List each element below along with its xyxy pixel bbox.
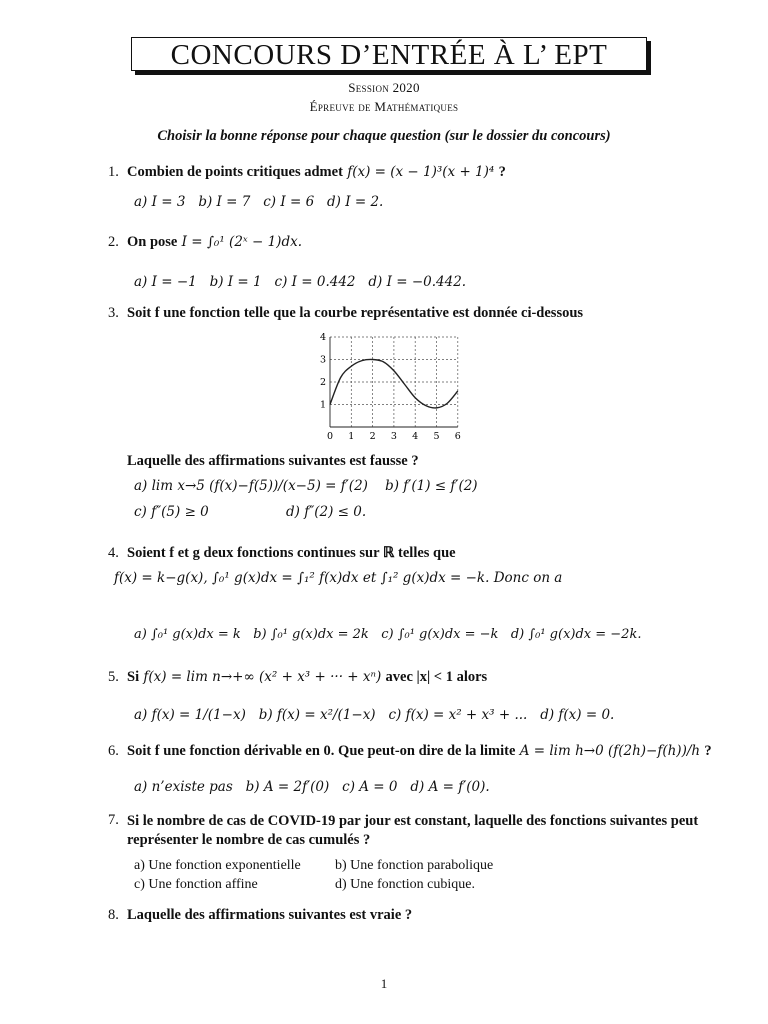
question-expr: f(x) = lim n→+∞ (x² + x³ + ··· + xⁿ)	[143, 669, 382, 685]
answer-c[interactable]: c) ∫₀¹ g(x)dx = −k	[381, 627, 499, 642]
question-number: 7.	[108, 812, 119, 828]
x-tick-label: 4	[412, 431, 419, 442]
x-tick-label: 0	[326, 431, 334, 442]
answer-b[interactable]: b) ∫₀¹ g(x)dx = 2k	[253, 627, 369, 642]
answer-a[interactable]: a) I = 3	[134, 194, 186, 210]
answer-d[interactable]: d) f(x) = 0.	[540, 707, 615, 723]
question-expr: A = lim h→0 (f(2h)−f(h))/h	[519, 743, 701, 759]
question-number: 4.	[108, 545, 119, 561]
answers-7-row2	[134, 877, 475, 893]
answers-1	[134, 194, 383, 210]
x-tick-label: 5	[433, 431, 440, 442]
answer-a[interactable]: a) n’existe pas	[134, 779, 233, 795]
question-number: 6.	[108, 743, 119, 759]
answer-c[interactable]: c) f″(5) ≥ 0	[134, 504, 209, 520]
answers-7-row1	[134, 858, 494, 874]
question-text: Laquelle des affirmations suivantes est vraie ?	[127, 907, 413, 923]
answer-c[interactable]: c) f(x) = x² + x³ + ...	[388, 707, 528, 723]
answer-a[interactable]: a) I = −1	[134, 274, 197, 290]
x-tick-label: 1	[348, 431, 355, 442]
question-text: Combien de points critiques admet	[127, 164, 343, 180]
page-title: CONCOURS D’ENTRÉE À L’ EPT	[170, 39, 608, 71]
answer-c[interactable]: c) Une fonction affine	[134, 877, 258, 892]
question-text: Soit f une fonction telle que la courbe représentative est donnée ci-dessous	[127, 305, 584, 321]
answer-a[interactable]: a) ∫₀¹ g(x)dx = k	[134, 627, 241, 642]
y-tick-label: 3	[319, 354, 326, 366]
answer-d[interactable]: d) ∫₀¹ g(x)dx = −2k.	[510, 627, 642, 642]
epreuve-line: Épreuve de Mathématiques	[309, 99, 459, 114]
answer-d[interactable]: d) f″(2) ≤ 0.	[286, 504, 367, 520]
question-number: 5.	[108, 669, 119, 685]
x-tick-label: 3	[390, 431, 397, 442]
answers-6	[134, 779, 490, 795]
answer-c[interactable]: c) A = 0	[342, 779, 398, 795]
title-box	[131, 37, 647, 71]
answer-d[interactable]: d) I = −0.442.	[368, 274, 467, 290]
question-4-expr: f(x) = k−g(x), ∫₀¹ g(x)dx = ∫₁² f(x)dx et ∫₁² g(x)dx = −k. Donc on a	[114, 570, 563, 586]
answer-d[interactable]: d) I = 2.	[327, 194, 384, 210]
answer-d[interactable]: d) Une fonction cubique.	[335, 877, 475, 892]
answers-4	[134, 627, 641, 642]
answers-3-row2	[134, 504, 367, 520]
answer-b[interactable]: b) Une fonction parabolique	[335, 858, 494, 873]
y-tick-label: 4	[319, 332, 326, 343]
question-expr: I = ∫₀¹ (2ˣ − 1)dx.	[181, 234, 302, 250]
answer-d[interactable]: d) A = f′(0).	[410, 779, 490, 795]
answer-b[interactable]: b) I = 7	[198, 194, 251, 210]
question-number: 2.	[108, 234, 119, 250]
answer-a[interactable]: a) f(x) = 1/(1−x)	[134, 707, 246, 723]
answers-2	[134, 274, 466, 290]
y-tick-label: 1	[319, 399, 326, 411]
answer-b[interactable]: b) f(x) = x²/(1−x)	[258, 707, 376, 723]
session-line: Session 2020	[348, 80, 420, 95]
answer-c[interactable]: c) I = 6	[263, 194, 315, 210]
question-text: Soit f une fonction dérivable en 0. Que peut-on dire de la limite	[127, 743, 516, 759]
answer-b[interactable]: b) I = 1	[209, 274, 262, 290]
question-text: Si le nombre de cas de COVID-19 par jour est constant, laquelle des fonctions suivantes peut représenter le nombre de cas cumulés ?	[127, 813, 699, 848]
question-subtext: Laquelle des affirmations suivantes est fausse ?	[127, 453, 419, 469]
answer-a[interactable]: a) Une fonction exponentielle	[134, 858, 301, 873]
question-number: 8.	[108, 907, 119, 923]
answer-a[interactable]: a) lim x→5 (f(x)−f(5))/(x−5) = f′(2)	[134, 478, 368, 494]
x-tick-label: 2	[369, 431, 376, 442]
question-text: On pose	[127, 234, 178, 250]
answers-5	[134, 707, 614, 723]
question-text: Si	[127, 669, 140, 685]
answers-3-row1	[134, 478, 478, 494]
instructions: Choisir la bonne réponse pour chaque question (sur le dossier du concours)	[157, 128, 611, 144]
question-expr: f(x) = (x − 1)³(x + 1)⁴	[347, 164, 495, 180]
question-number: 3.	[108, 305, 119, 321]
question-number: 1.	[108, 164, 119, 180]
page-number: 1	[380, 976, 388, 991]
question-text: Soient f et g deux fonctions continues sur ℝ telles que	[127, 545, 456, 561]
y-tick-label: 2	[319, 377, 326, 388]
answer-b[interactable]: b) A = 2f′(0)	[245, 779, 330, 795]
answer-c[interactable]: c) I = 0.442	[274, 274, 356, 290]
function-graph	[314, 330, 464, 445]
answer-b[interactable]: b) f′(1) ≤ f′(2)	[385, 478, 478, 494]
x-tick-label: 6	[454, 431, 461, 442]
